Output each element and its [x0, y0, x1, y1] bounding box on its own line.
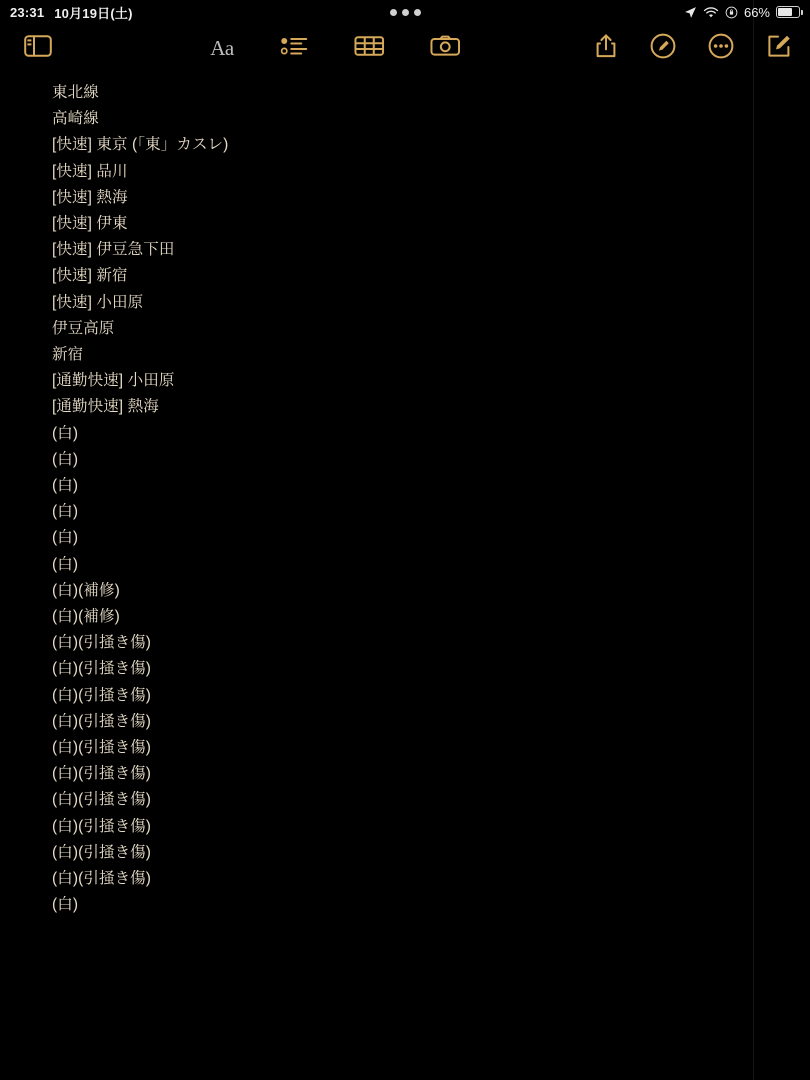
table-button[interactable] [354, 34, 384, 63]
format-label: Aa [210, 35, 234, 60]
note-line: (白) [52, 503, 79, 521]
note-line: 高崎線 [52, 110, 99, 128]
status-bar-left [10, 3, 133, 22]
screen-edge-divider [753, 0, 754, 1080]
note-line: (白)(引掻き傷) [52, 712, 152, 730]
status-bar [0, 0, 810, 24]
note-line: [快速] 東京 (「東」カスレ) [52, 136, 229, 154]
screen-lock-rotation-icon [725, 6, 738, 19]
toolbar-center-group [210, 34, 460, 63]
note-line: [快速] 熱海 [52, 188, 128, 206]
sidebar-toggle-icon [24, 34, 52, 63]
status-date: 10月19日(土) [54, 5, 133, 21]
format-button[interactable] [210, 36, 234, 61]
markup-button[interactable] [650, 33, 676, 64]
note-line: (白) [52, 896, 79, 914]
note-line: [通勤快速] 熱海 [52, 398, 159, 416]
note-line: (白)(補修) [52, 581, 120, 599]
status-time: 23:31 [10, 4, 45, 20]
status-bar-right [684, 5, 800, 20]
table-icon [354, 34, 384, 63]
toolbar-right-group [594, 33, 792, 64]
battery-icon [776, 6, 800, 18]
wifi-icon [703, 6, 719, 19]
note-line: [快速] 伊豆急下田 [52, 241, 175, 259]
more-options-button[interactable] [708, 33, 734, 64]
note-line: (白)(引掻き傷) [52, 791, 152, 809]
note-line: 東北線 [52, 84, 99, 101]
note-line: (白)(引掻き傷) [52, 817, 152, 835]
note-line: (白) [52, 450, 79, 468]
note-line: (白) [52, 529, 79, 547]
note-line: (白)(補修) [52, 608, 120, 626]
multitasking-dots-icon [390, 9, 421, 16]
note-line: [通勤快速] 小田原 [52, 372, 175, 390]
compose-icon [766, 33, 792, 64]
share-button[interactable] [594, 33, 618, 64]
note-line: [快速] 新宿 [52, 267, 128, 285]
compose-button[interactable] [766, 33, 792, 64]
checklist-button[interactable] [280, 34, 308, 63]
note-content[interactable] [0, 72, 810, 919]
location-arrow-icon [684, 6, 697, 19]
note-line: (白) [52, 424, 79, 442]
camera-button[interactable] [430, 34, 460, 63]
note-line: (白) [52, 477, 79, 495]
notes-toolbar [0, 24, 810, 72]
note-line: [快速] 小田原 [52, 293, 144, 311]
camera-icon [430, 34, 460, 63]
note-line: (白) [52, 555, 79, 573]
note-line: (白)(引掻き傷) [52, 870, 152, 888]
checklist-icon [280, 34, 308, 63]
note-line: [快速] 伊東 [52, 215, 128, 233]
markup-pen-icon [650, 33, 676, 64]
note-line: (白)(引掻き傷) [52, 634, 152, 652]
share-icon [594, 33, 618, 64]
more-options-icon [708, 33, 734, 64]
note-line: [快速] 品川 [52, 162, 128, 180]
sidebar-toggle-button[interactable] [18, 34, 58, 63]
note-line: 新宿 [52, 346, 84, 364]
note-line: (白)(引掻き傷) [52, 739, 152, 757]
note-line: 伊豆高原 [52, 319, 115, 337]
note-line: (白)(引掻き傷) [52, 765, 152, 783]
note-line: (白)(引掻き傷) [52, 843, 152, 861]
note-line: (白)(引掻き傷) [52, 660, 152, 678]
note-line: (白)(引掻き傷) [52, 686, 152, 704]
battery-percent-label: 66% [743, 4, 770, 20]
